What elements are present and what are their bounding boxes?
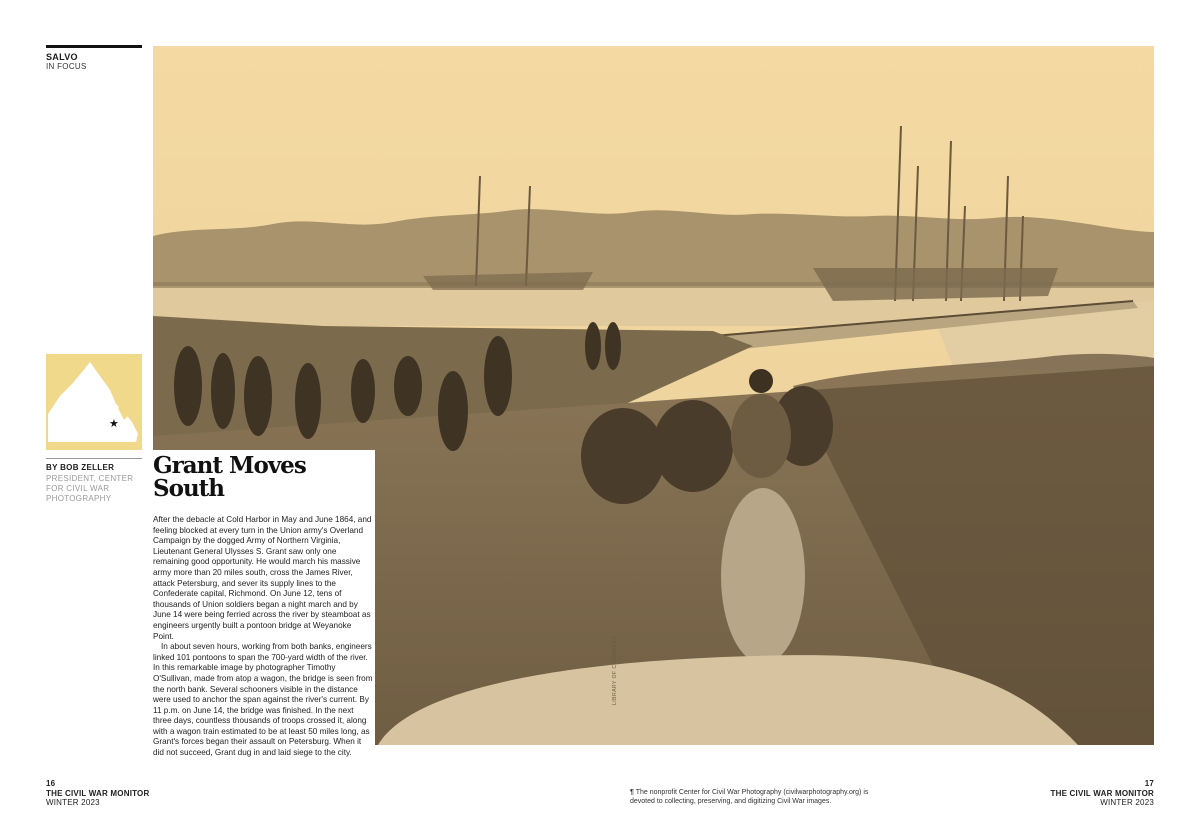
folio-right [1051,779,1154,808]
headline-line-1: Grant Moves [153,452,306,479]
star-icon: ★ [109,417,119,430]
byline-rule [46,458,142,459]
section-rule [46,45,142,48]
byline: BY BOB ZELLER [46,463,115,472]
paragraph-1: After the debacle at Cold Harbor in May and June 1864, and feeling blocked at every turn in the Union army's Overland Campaign by the dogged Army of Northern Virginia, Lieutenant General Ulysses S. Grant saw only one remaining good opportunity. He would march his massive army more than 20 miles south, cross the James River, attack Petersburg, and sever its supply lines to the Confederate capital, Richmond. On June 12, tens of thousands of Union soldiers began a night march and by June 14 were being ferried across the river by steamboat as engineers urgently built a pontoon bridge at Weyanoke Point. [153,515,372,641]
section-subtitle: IN FOCUS [46,62,87,71]
issue-right: WINTER 2023 [1100,798,1154,807]
section-title: SALVO [46,52,78,62]
virginia-locator-map [46,354,142,450]
photo-credit: LIBRARY OF CONGRESS [612,635,618,705]
page-number-left: 16 [46,779,56,788]
magazine-name-left: THE CIVIL WAR MONITOR [46,788,150,798]
paragraph-2: In about seven hours, working from both banks, engineers linked 101 pontoons to span the 700-yard width of the river. In this remarkable image by photographer Timothy O'Sullivan, made from atop a wagon, the bridge is seen from the north bank. Several schooners visible in the distance were used to anchor the span against the river's current. By 11 p.m. on June 14, the bridge was finished. In the next three days, countless thousands of troops crossed it, along with a wagon train estimated to be at least 50 miles long, as Grant's forces began their assault on Petersburg. When it did not succeed, Grant dug in and laid siege to the city. [153,642,373,758]
issue-left: WINTER 2023 [46,798,100,807]
footer-note [630,788,890,806]
footer-note-text: The nonprofit Center for Civil War Photography (civilwarphotography.org) is devoted to collecting, preserving, and digitizing Civil War images. [630,789,869,805]
headline-line-2: South [153,475,225,502]
magazine-name-right: THE CIVIL WAR MONITOR [1050,788,1154,798]
page-number-right: 17 [1144,779,1154,788]
byline-role: PRESIDENT, CENTER FOR CIVIL WAR PHOTOGRAPHY [46,474,134,503]
pilcrow-icon: ¶ [630,789,634,796]
article-body [153,515,373,759]
folio-left [46,779,149,808]
headline [153,454,373,500]
